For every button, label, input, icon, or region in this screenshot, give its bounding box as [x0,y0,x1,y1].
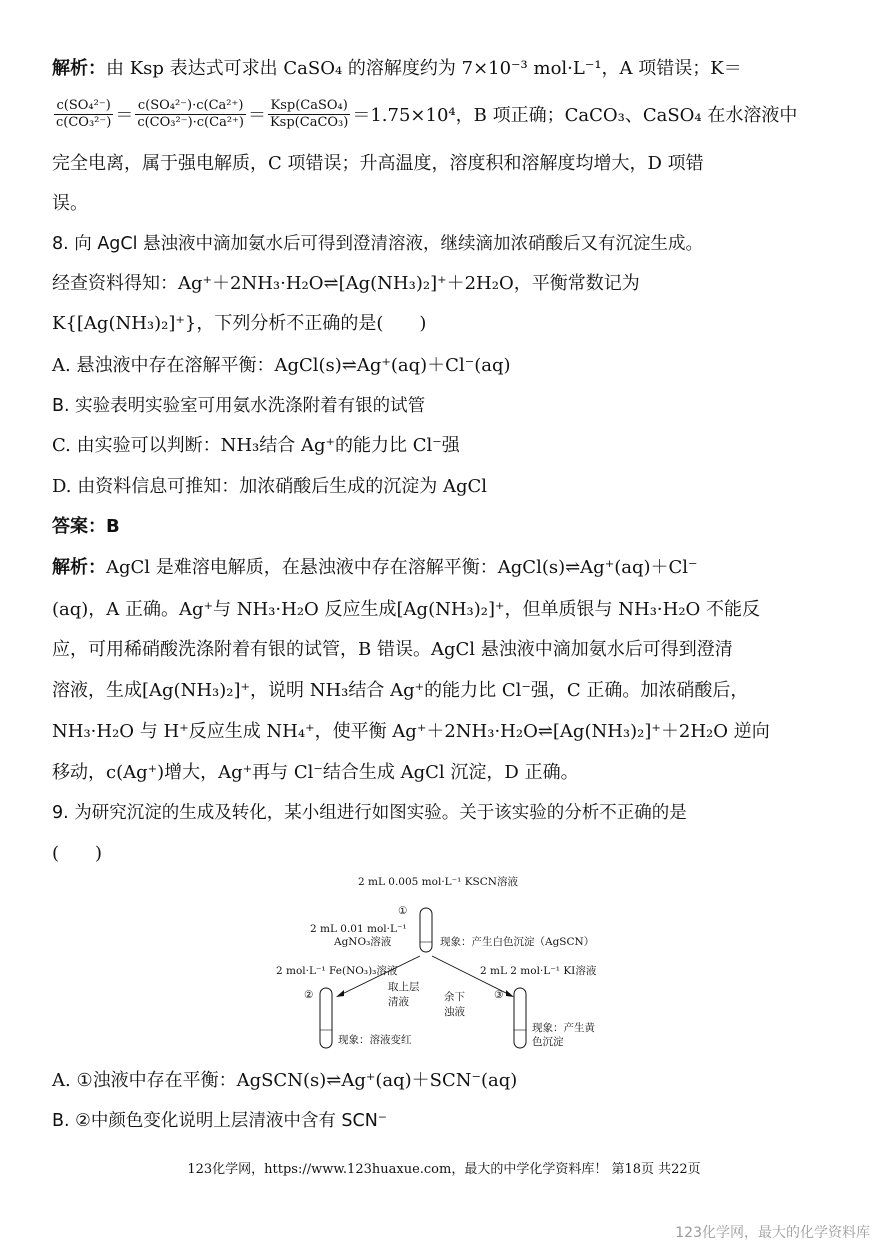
question-9-option-a: A. ①浊液中存在平衡：AgSCN(s)⇌Ag⁺(aq)＋SCN⁻(aq) [52,1070,518,1091]
question-8-stem-2: 经查资料得知：Ag⁺＋2NH₃·H₂O⇌[Ag(NH₃)₂]⁺＋2H₂O，平衡常数记为 [52,273,640,294]
take-upper-label-2: 清液 [388,996,409,1008]
step-1-marker: ① [398,905,408,917]
question-8-option-d: D. 由资料信息可推知：加浓硝酸后生成的沉淀为 AgCl [52,476,488,497]
question-8-option-c: C. 由实验可以判断：NH₃结合 Ag⁺的能力比 Cl⁻强 [52,435,460,456]
question-8-option-a: A. 悬浊液中存在溶解平衡：AgCl(s)⇌Ag⁺(aq)＋Cl⁻(aq) [52,355,511,376]
page-footer: 123化学网，https://www.123huaxue.com，最大的中学化学资料库！ 第18页 共22页 [187,1162,701,1177]
fraction-3-denominator: Ksp(CaCO₃) [269,114,349,130]
fraction-3-numerator: Ksp(CaSO₄) [268,98,350,115]
step-2-marker: ② [304,989,314,1001]
phenomenon-2: 现象：溶液变红 [338,1034,412,1046]
question-8-analysis-line-2: (aq)，A 正确。Ag⁺与 NH₃·H₂O 反应生成[Ag(NH₃)₂]⁺，但单质银与 NH₃·H₂O 不能反 [52,599,761,620]
question-8-analysis-line-3: 应，可用稀硝酸洗涤附着有银的试管，B 错误。AgCl 悬浊液中滴加氨水后可得到澄清 [52,639,733,660]
agno3-label-line-2: AgNO₃溶液 [334,936,392,948]
question-8-option-b: B. 实验表明实验室可用氨水洗涤附着有银的试管 [52,396,426,416]
question-9-option-b: B. ②中颜色变化说明上层清液中含有 SCN⁻ [52,1111,388,1131]
remain-label-2: 浊液 [444,1006,465,1018]
analysis-line-4: 误。 [52,193,88,214]
watermark: 123化学网，最大的化学资料库 [675,1225,870,1241]
kscn-label: 2 mL 0.005 mol·L⁻¹ KSCN溶液 [358,876,518,888]
remain-label-1: 余下 [444,991,465,1003]
ki-label: 2 mL 2 mol·L⁻¹ KI溶液 [480,965,597,977]
question-9-stem-2: ( ) [52,843,103,864]
phenomenon-1: 现象：产生白色沉淀（AgSCN） [440,936,595,948]
formula-line [52,94,842,134]
equals-sign: ＝ [115,105,134,126]
fraction-1 [54,98,113,131]
question-8-analysis-line-4: 溶液，生成[Ag(NH₃)₂]⁺，说明 NH₃结合 Ag⁺的能力比 Cl⁻强，C 正确。加浓硝酸后， [52,680,749,701]
analysis-line-1 [52,49,842,89]
question-8-analysis-line-6: 移动，c(Ag⁺)增大，Ag⁺再与 Cl⁻结合生成 AgCl 沉淀，D 正确。 [52,762,579,783]
fraction-2-numerator: c(SO₄²⁻)·c(Ca²⁺) [135,98,246,115]
equals-sign: ＝ [247,105,266,126]
fraction-1-numerator: c(SO₄²⁻) [54,98,113,115]
analysis-label: 解析： [52,557,106,578]
fraction-2-denominator: c(CO₃²⁻)·c(Ca²⁺) [137,114,244,130]
take-upper-label-1: 取上层 [388,981,420,993]
fraction-1-denominator: c(CO₃²⁻) [56,114,112,130]
phenomenon-3-line-2: 色沉淀 [532,1036,564,1048]
question-8-stem: 8. 向 AgCl 悬浊液中滴加氨水后可得到澄清溶液，继续滴加浓硝酸后又有沉淀生成。 [52,234,704,254]
arrowhead-right [506,990,514,997]
analysis-text: 由 Ksp 表达式可求出 CaSO₄ 的溶解度约为 7×10⁻³ mol·L⁻¹，A 项错误；K＝ [106,58,742,79]
experiment-diagram [268,870,628,1055]
question-8-answer: 答案：B [52,516,120,537]
analysis-text: AgCl 是难溶电解质，在悬浊液中存在溶解平衡：AgCl(s)⇌Ag⁺(aq)＋Cl⁻ [106,557,698,578]
step-3-marker: ③ [494,989,504,1001]
formula-tail: ＝1.75×10⁴，B 项正确；CaCO₃、CaSO₄ 在水溶液中 [352,105,798,126]
agno3-label-line-1: 2 mL 0.01 mol·L⁻¹ [310,923,407,935]
test-tube-1 [420,908,432,952]
arrowhead-left [336,990,344,997]
analysis-label: 解析： [52,58,106,79]
question-9-stem: 9. 为研究沉淀的生成及转化，某小组进行如图实验。关于该实验的分析不正确的是 [52,803,687,823]
question-8-stem-3: K{[Ag(NH₃)₂]⁺}，下列分析不正确的是( ) [52,313,427,334]
fraction-3 [268,98,350,131]
fe-nitrate-label: 2 mol·L⁻¹ Fe(NO₃)₃溶液 [276,965,398,977]
test-tube-2 [320,988,332,1048]
experiment-figure [268,870,628,1055]
phenomenon-3-line-1: 现象：产生黄 [532,1022,595,1034]
test-tube-3 [514,988,526,1048]
question-8-analysis-line-1 [52,548,842,588]
fraction-2 [135,98,246,131]
question-8-analysis-line-5: NH₃·H₂O 与 H⁺反应生成 NH₄⁺，使平衡 Ag⁺＋2NH₃·H₂O⇌[Ag(NH₃)₂]⁺＋2H₂O 逆向 [52,721,770,742]
analysis-line-3: 完全电离，属于强电解质，C 项错误；升高温度，溶度积和溶解度均增大，D 项错 [52,153,704,174]
